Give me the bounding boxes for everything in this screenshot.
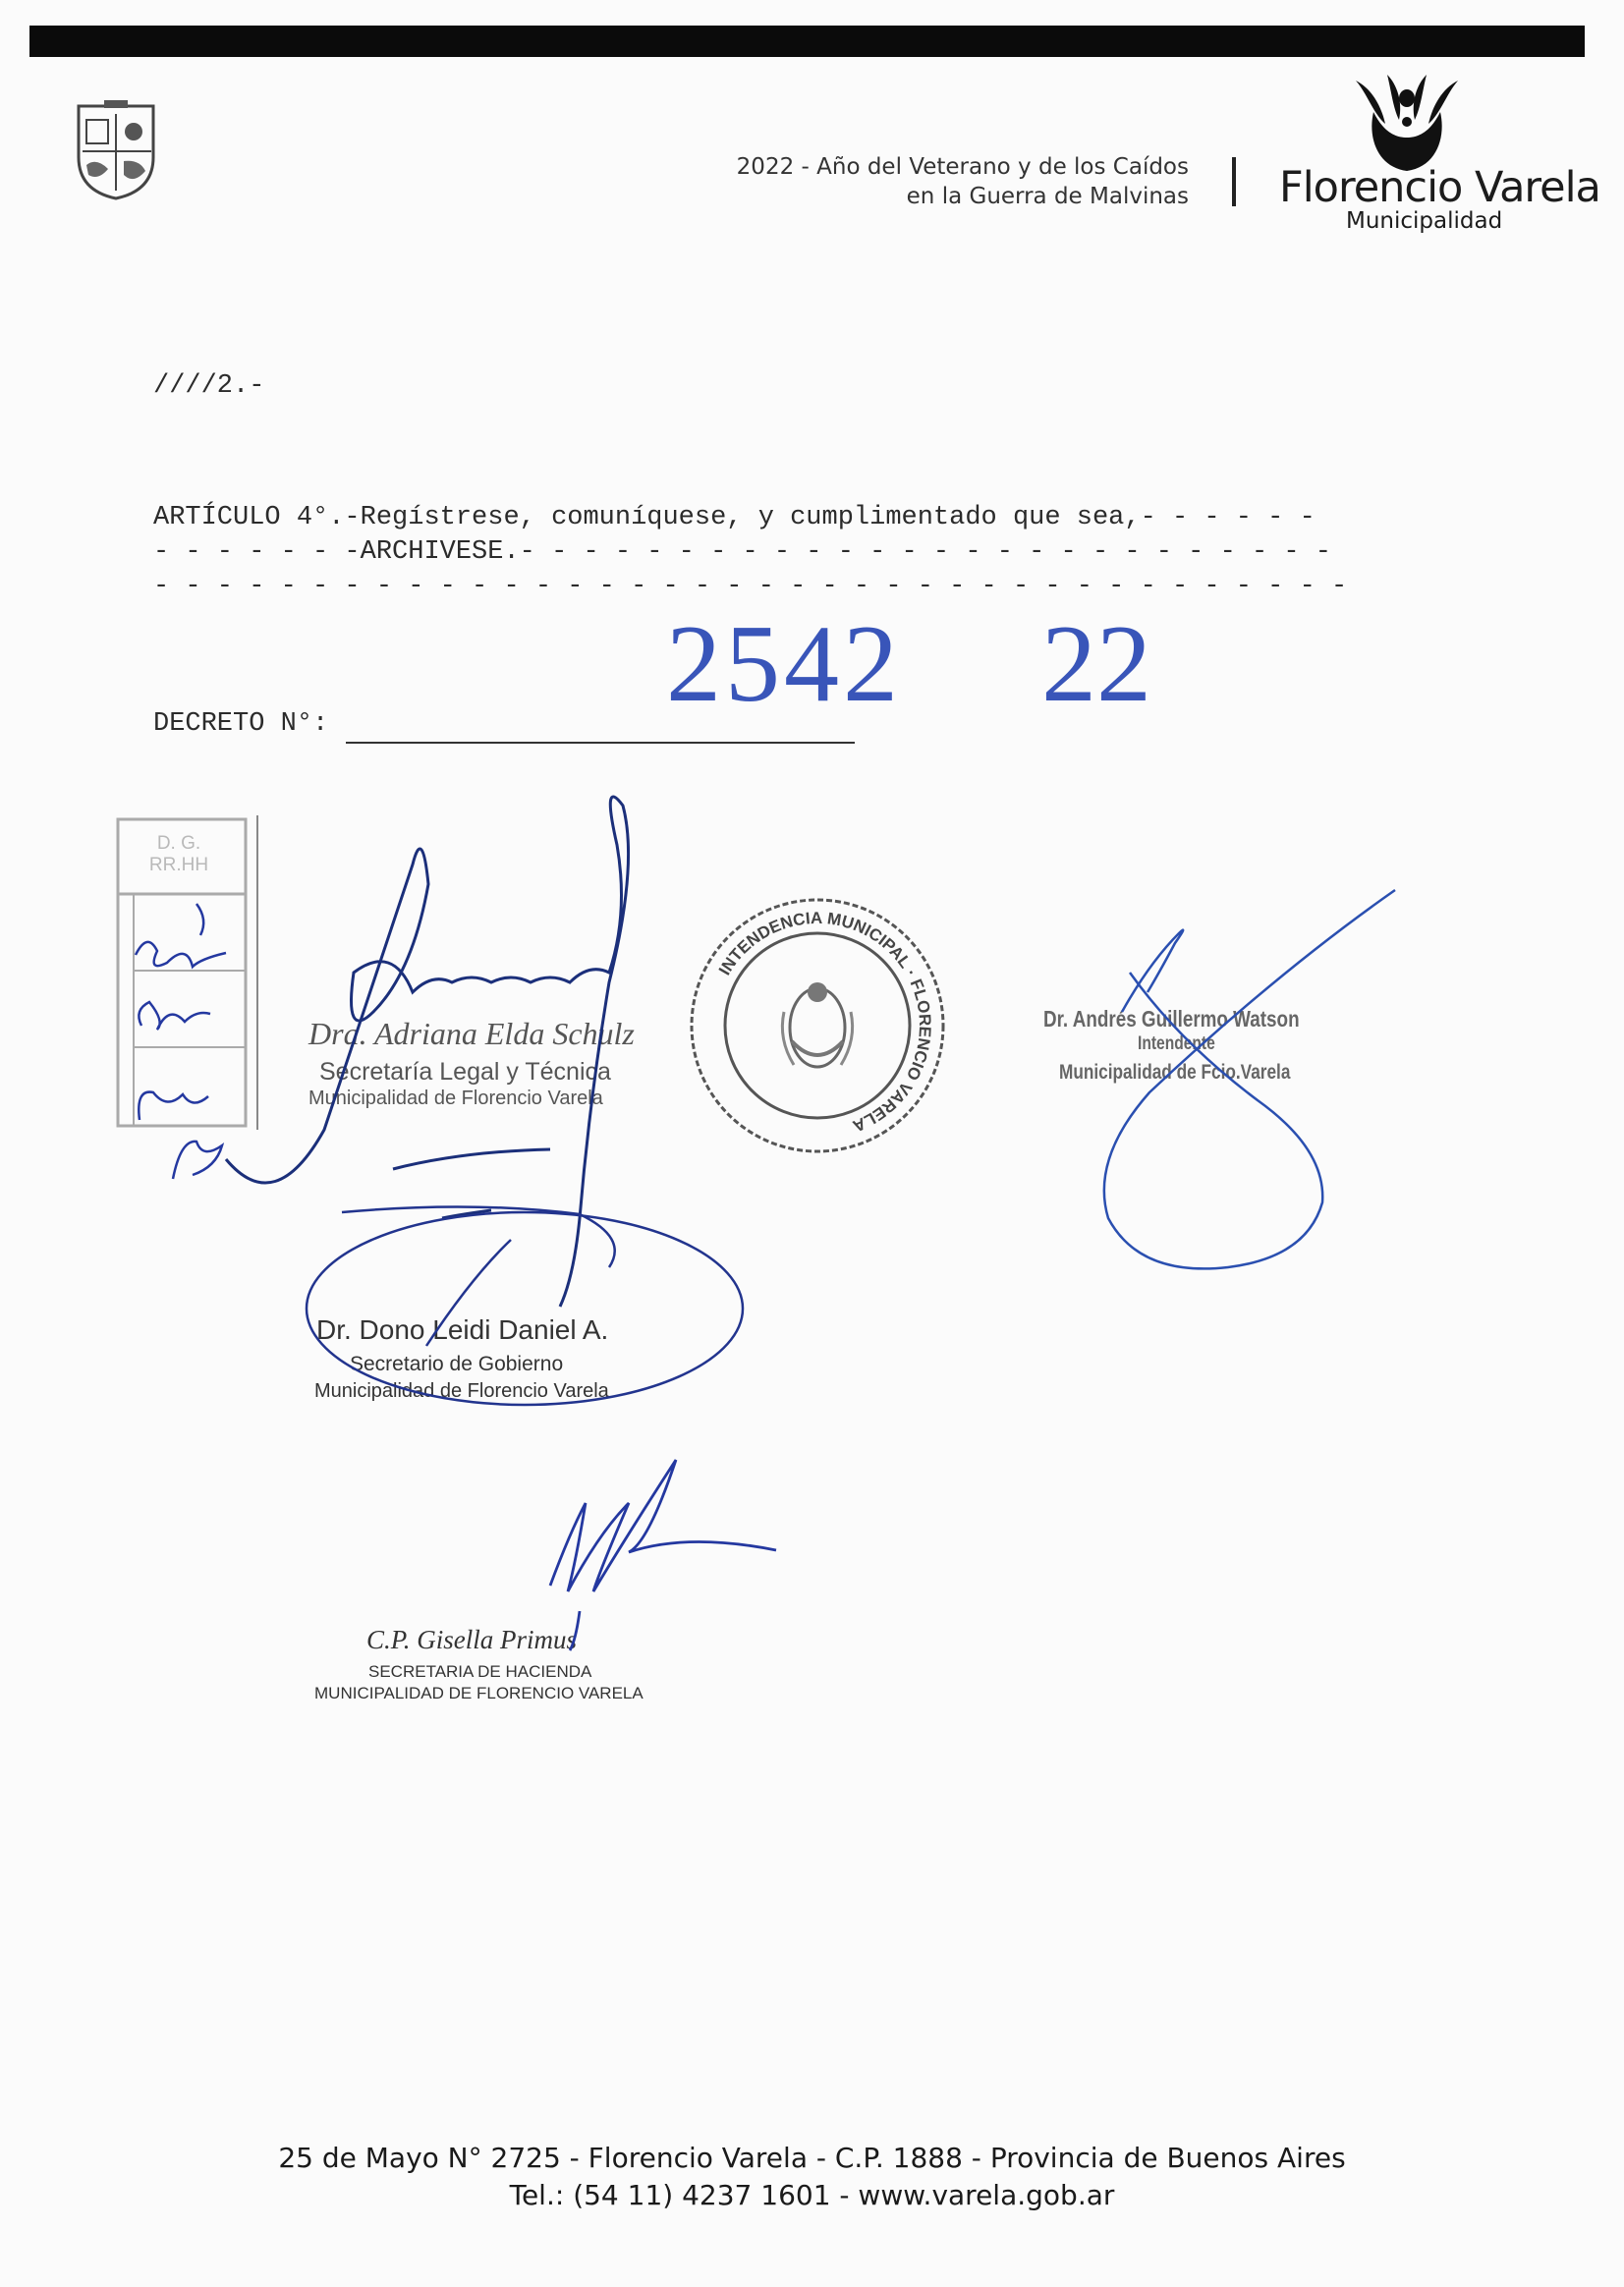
hacienda-secretary-name: C.P. Gisella Primus bbox=[366, 1625, 578, 1654]
commemorative-year-text bbox=[737, 152, 1189, 211]
page-reference: ////2.- bbox=[153, 371, 265, 401]
legal-secretary-name: Dra. Adriana Elda Schulz bbox=[308, 1016, 635, 1051]
intendente-name: Dr. Andrés Guillermo Watson bbox=[1043, 1006, 1300, 1032]
articulo-line-2: - - - - - - -ARCHIVESE.- - - - - - - - - - - - - - - - - - - - - - - - - - bbox=[153, 537, 1331, 567]
decreto-label: DECRETO N°: bbox=[153, 709, 329, 739]
footer-address: 25 de Mayo N° 2725 - Florencio Varela - C.P. 1888 - Provincia de Buenos Aires bbox=[278, 2142, 1346, 2174]
legal-secretary-org: Municipalidad de Florencio Varela bbox=[308, 1088, 603, 1109]
gobierno-secretary-title: Secretario de Gobierno bbox=[350, 1353, 564, 1375]
brand-name: Florencio Varela bbox=[1279, 163, 1600, 212]
rrhh-stamp-label: D. G. RR.HH bbox=[148, 833, 209, 875]
decreto-number-stamp: 2542 bbox=[666, 603, 902, 725]
hacienda-signature bbox=[550, 1460, 776, 1650]
hacienda-secretary-title: SECRETARIA DE HACIENDA bbox=[368, 1662, 592, 1681]
top-black-bar bbox=[29, 26, 1585, 57]
seal-ring-text: INTENDENCIA MUNICIPAL · FLORENCIO VARELA bbox=[714, 908, 935, 1137]
legal-secretary-title: Secretaría Legal y Técnica bbox=[319, 1058, 611, 1086]
brand-subtitle: Municipalidad bbox=[1346, 208, 1503, 234]
decreto-underline bbox=[346, 742, 855, 744]
decreto-year-stamp: 22 bbox=[1041, 603, 1151, 725]
gobierno-secretary-org: Municipalidad de Florencio Varela bbox=[314, 1380, 609, 1402]
year-line-2: en la Guerra de Malvinas bbox=[906, 184, 1189, 209]
footer-contact: Tel.: (54 11) 4237 1601 - www.varela.gob.ar bbox=[509, 2179, 1115, 2211]
hacienda-secretary-org: MUNICIPALIDAD DE FLORENCIO VARELA bbox=[314, 1684, 644, 1702]
municipal-crest-icon bbox=[75, 100, 157, 202]
articulo-line-3: - - - - - - - - - - - - - - - - - - - - - - - - - - - - - - - - - - - - - - bbox=[153, 572, 1348, 601]
florencio-varela-logo-icon bbox=[1354, 73, 1460, 171]
header-divider bbox=[1232, 157, 1236, 206]
gobierno-secretary-name: Dr. Dono Leidi Daniel A. bbox=[316, 1314, 609, 1345]
articulo-line-1: ARTÍCULO 4°.-Regístrese, comuníquese, y cumplimentado que sea,- - - - - - bbox=[153, 503, 1316, 532]
intendente-org: Municipalidad de Fcio.Varela bbox=[1059, 1061, 1291, 1084]
intendencia-seal bbox=[676, 892, 959, 1159]
year-line-1: 2022 - Año del Veterano y de los Caídos bbox=[736, 154, 1189, 180]
intendente-title: Intendente bbox=[1138, 1033, 1215, 1054]
